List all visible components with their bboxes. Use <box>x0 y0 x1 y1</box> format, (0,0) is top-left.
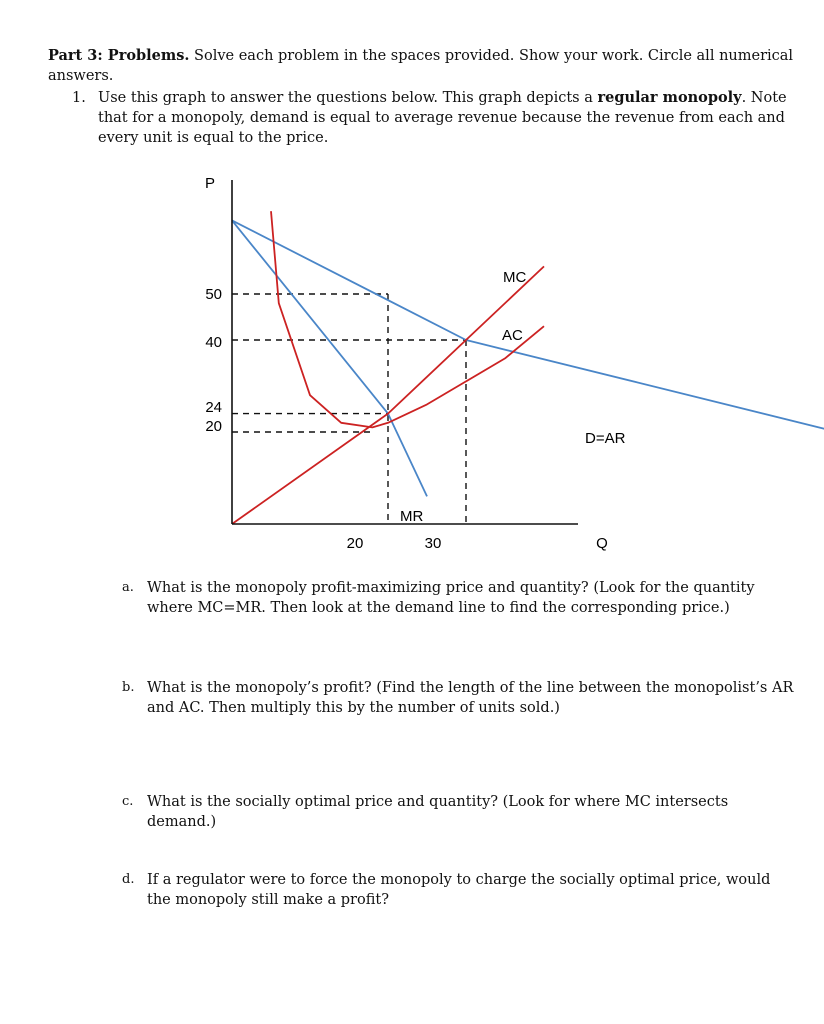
mr-label: MR <box>400 508 424 525</box>
y-axis-label: P <box>204 175 216 192</box>
question-c-text: What is the socially optimal price and quantity? (Look for where MC intersects demand.) <box>147 794 729 830</box>
question-d-text: If a regulator were to force the monopoly to charge the socially optimal price, would the monopoly still make a profit? <box>147 872 771 908</box>
x-tick-30: 30 <box>424 535 442 552</box>
question-a-letter: a. <box>122 580 134 595</box>
question-b-text: What is the monopoly’s profit? (Find the length of the line between the monopolist’s AR and AC. Then multiply this by the number of units sold.) <box>147 680 794 716</box>
y-tick-50: 50 <box>205 286 222 303</box>
curves <box>232 211 824 524</box>
y-tick-24: 24 <box>205 399 222 416</box>
question-d-letter: d. <box>122 872 135 887</box>
part-heading-lead: Part 3: Problems. <box>48 47 190 64</box>
question-b-letter: b. <box>122 680 135 695</box>
x-axis-label: Q <box>596 535 608 552</box>
part-heading-instructions: Solve each problem in the spaces provided. Show your work. Circle all numerical answers. <box>48 48 794 84</box>
reference-lines <box>232 294 466 524</box>
demand-label: D=AR <box>585 430 626 447</box>
ac-label: AC <box>502 327 523 344</box>
problem-text-before: Use this graph to answer the questions below. This graph depicts a <box>98 90 598 106</box>
problem-text-bold: regular monopoly <box>597 89 742 106</box>
question-c-letter: c. <box>122 794 134 809</box>
y-tick-40: 40 <box>205 334 222 351</box>
y-tick-20: 20 <box>205 418 222 435</box>
problem-text-after: . Note that for a monopoly, demand is equal to average revenue because the revenue from each and every unit is equal to the price. <box>98 90 787 146</box>
question-a-text: What is the monopoly profit-maximizing price and quantity? (Look for the quantity where MC=MR. Then look at the demand line to find the corresponding price.) <box>147 580 755 616</box>
problem-number: 1. <box>72 90 86 106</box>
x-tick-20: 20 <box>346 535 364 552</box>
mc-label: MC <box>503 269 527 286</box>
